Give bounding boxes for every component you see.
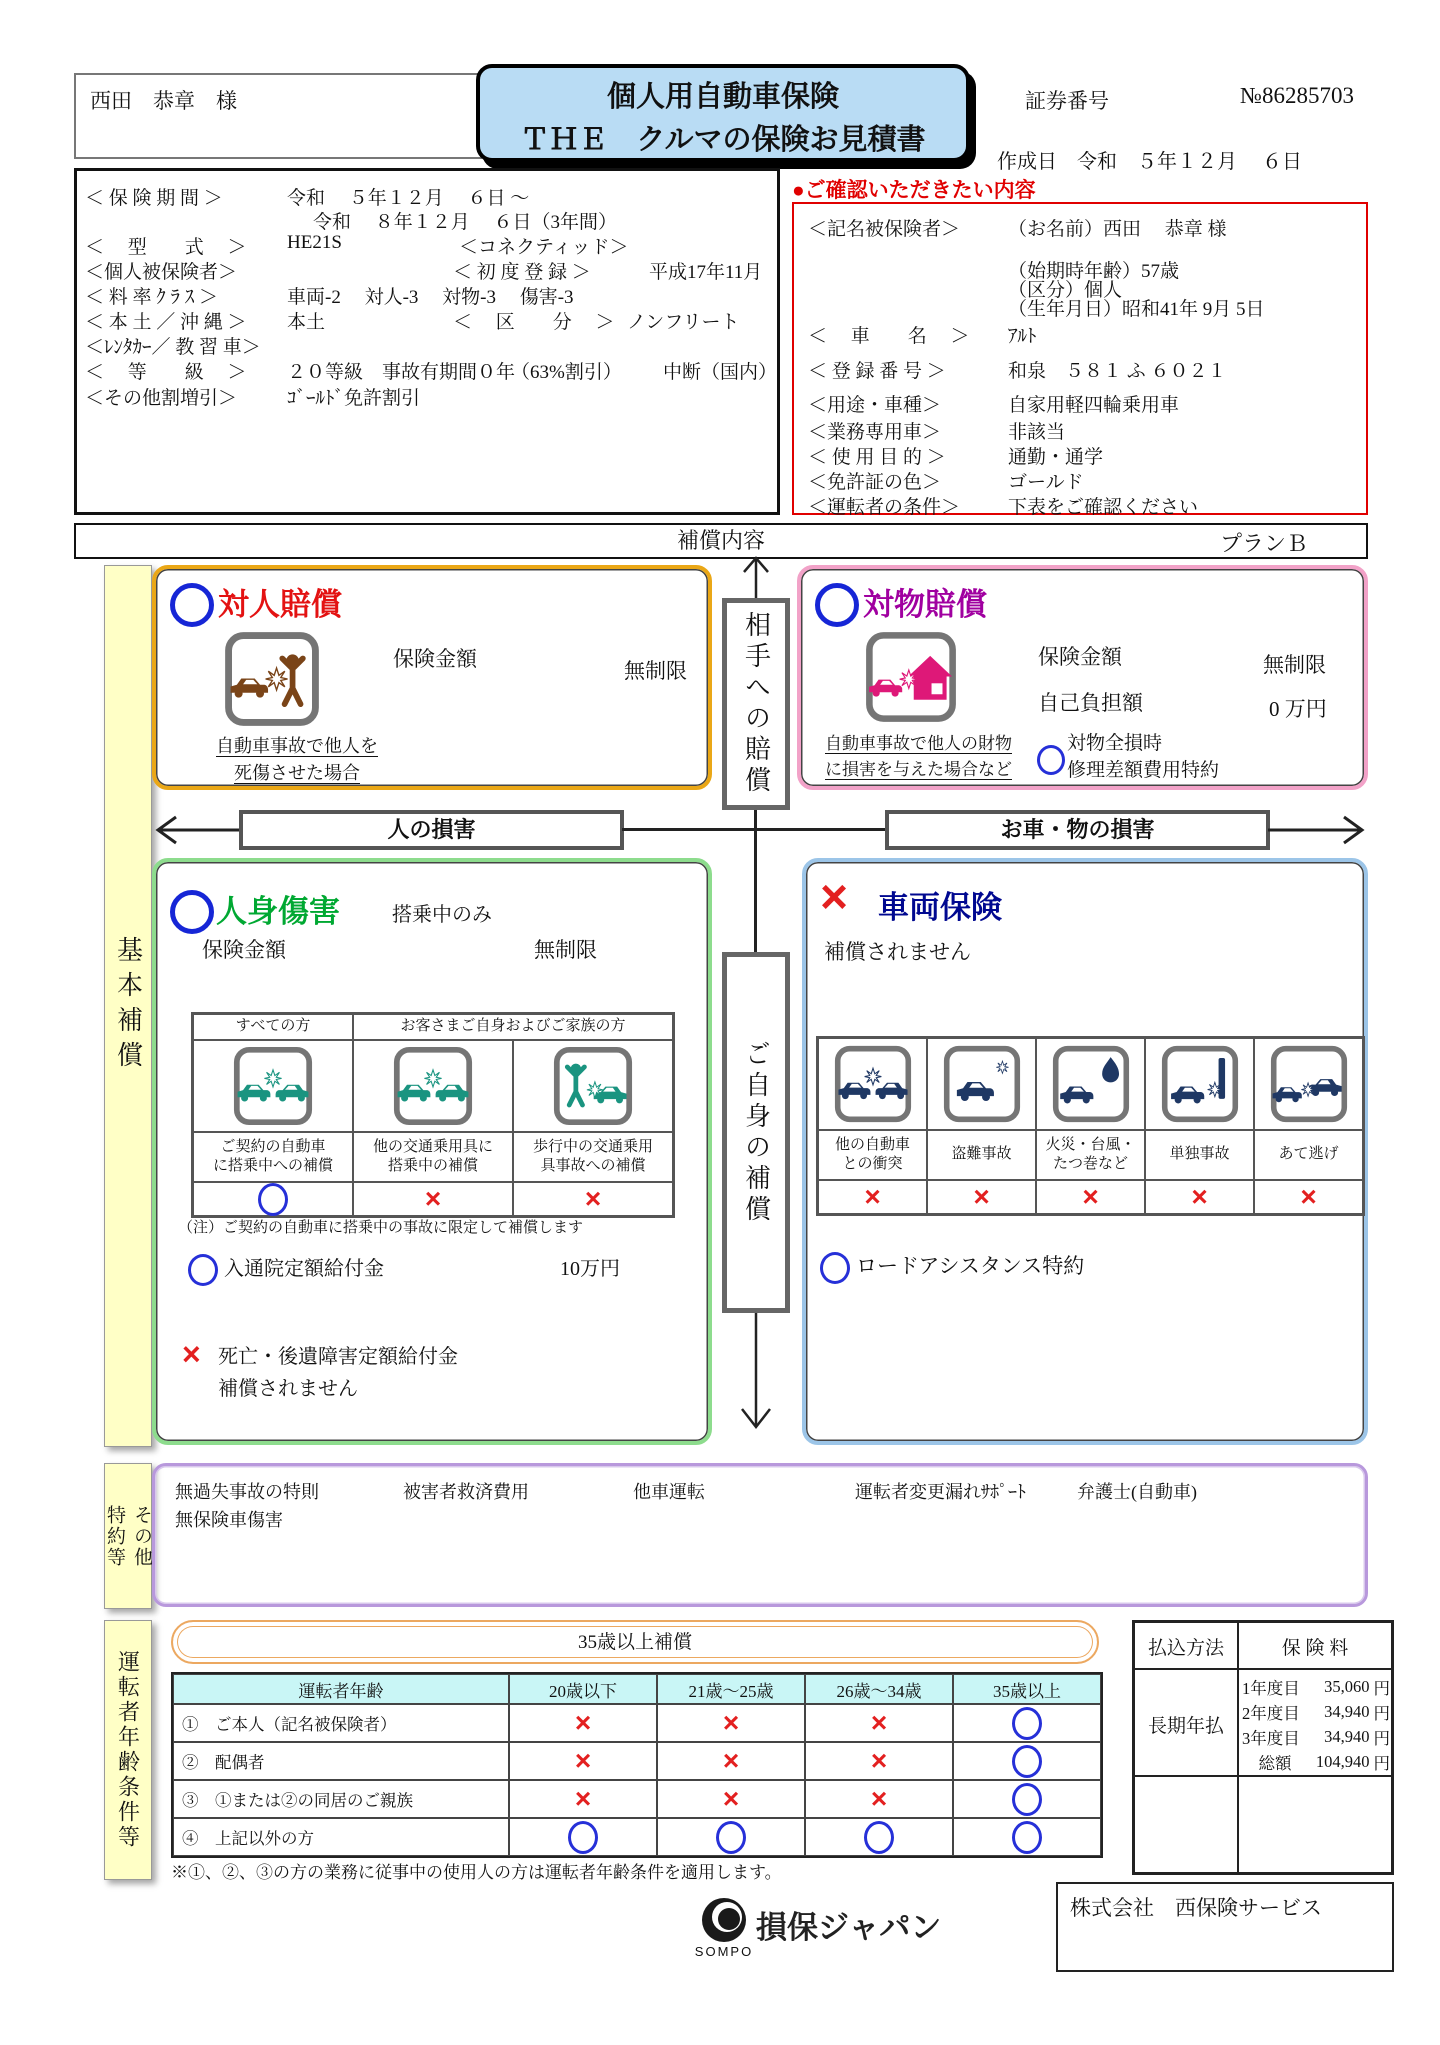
document-title-badge — [476, 64, 970, 162]
sharyo-title: 車両保険 — [878, 890, 1002, 925]
channel-connector-line — [754, 810, 757, 952]
payment-method-value: 長期年払 — [1147, 1716, 1224, 1737]
text-span: ｱﾙﾄ — [1008, 326, 1037, 347]
sharyo-status: 補償されません — [824, 940, 971, 964]
taijin-amount-value: 無制限 — [624, 659, 687, 683]
text-line — [77, 183, 777, 209]
car-hitrun-icon — [1270, 1045, 1348, 1123]
covered-circle-icon — [815, 583, 859, 627]
bodily-injury-liability-box — [152, 565, 712, 790]
text-span: ＜コネクティッド＞ — [459, 237, 629, 258]
coverage-label-cell: ご契約の自動車 に搭乗中への補償 — [193, 1132, 353, 1182]
not-covered-x-icon: × — [182, 1336, 201, 1372]
text-span: 本土 — [287, 312, 326, 333]
plan-name: プランＢ — [1219, 531, 1308, 556]
created-date: 作成日 令和 ５年１２月 ６日 — [997, 151, 1302, 173]
text-span: 車両-2 対人-3 対物-3 傷害-3 — [287, 287, 574, 308]
not-covered-x-mark: × — [870, 1745, 888, 1776]
agency-box: 株式会社 西保険サービス — [1056, 1882, 1394, 1972]
not-covered-x-mark: × — [1082, 1181, 1099, 1212]
text-line — [77, 332, 777, 358]
right-arrow-icon — [1268, 812, 1370, 848]
rider-item: 弁護士(自動車) — [1077, 1482, 1197, 1502]
title-line2: ＴＨＥ クルマの保険お見積書 — [520, 124, 926, 156]
text-span: 令和 ５年１２月 ６日 ～ — [287, 188, 530, 209]
coverage-label-cell: 単独事故 — [1145, 1130, 1254, 1180]
car-house-crash-icon — [865, 631, 957, 723]
sidebar-basic-label: 基本補償 — [113, 936, 143, 1076]
benefit1-label: 入通院定額給付金 — [224, 1258, 384, 1280]
text-span: HE21S — [287, 232, 342, 253]
premium-row: 2年度目 34,940 円 — [1242, 1701, 1390, 1723]
text-span: ノンフリート — [627, 312, 740, 333]
not-covered-x-mark: × — [574, 1707, 592, 1738]
text-span: 和泉 ５８１ ふ ６０２１ — [1008, 361, 1227, 382]
driver-row-label: ① ご本人（記名被保険者） — [173, 1704, 509, 1742]
not-covered-x-icon: × — [820, 871, 849, 924]
driver-mark-cell — [805, 1818, 953, 1856]
not-covered-x-mark: × — [722, 1707, 740, 1738]
driver-mark-cell — [953, 1780, 1101, 1818]
text-span: ＜ 区 分 ＞ — [453, 312, 615, 333]
driver-mark-cell — [805, 1704, 953, 1742]
jinshin-coverage-table — [191, 1012, 675, 1218]
driver-mark-cell — [953, 1704, 1101, 1742]
text-span: ＜ 初 度 登 録 ＞ — [453, 262, 591, 283]
rider-item: 無保険車傷害 — [175, 1510, 283, 1530]
rider-item: 運転者変更漏れｻﾎﾟｰﾄ — [855, 1482, 1026, 1502]
text-span: 自家用軽四輪乗用車 — [1008, 395, 1180, 416]
driver-mark-cell — [953, 1818, 1101, 1856]
text-span: ＜その他割増引＞ — [85, 388, 238, 409]
taijin-description — [182, 733, 412, 787]
sharyo-rider: ロードアシスタンス特約 — [856, 1254, 1085, 1278]
payment-total-line — [1135, 1775, 1391, 1777]
not-covered-x-mark: × — [1191, 1181, 1208, 1212]
text-line — [77, 282, 777, 308]
sidebar-driver-age — [104, 1620, 152, 1880]
driver-mark-cell — [657, 1742, 805, 1780]
driver-table-header: 20歳以下 — [509, 1674, 657, 1704]
sharyo-coverage-table — [816, 1036, 1365, 1216]
car-person-crash-icon — [224, 631, 320, 727]
text-span: （始期時年齢）57歳 — [1008, 261, 1180, 282]
text-line — [794, 417, 1366, 443]
text-line — [77, 207, 777, 233]
not-covered-x-mark: × — [1300, 1181, 1317, 1212]
taijin-amount-label: 保険金額 — [393, 647, 477, 671]
text-span: ＜ 等 級 ＞ — [85, 362, 247, 383]
pedestrian-car-crash-icon — [553, 1046, 633, 1126]
taibutsu-rider — [1067, 731, 1219, 784]
benefit2-value: 補償されません — [218, 1378, 358, 1400]
not-covered-x-mark: × — [574, 1783, 592, 1814]
rider-circle-icon — [820, 1252, 850, 1284]
taibutsu-desc-line1: 自動車事故で他人の財物 — [825, 734, 1012, 753]
sompo-logo-icon — [700, 1896, 748, 1944]
coverage-label-cell: 歩行中の交通乗用 具事故への補償 — [513, 1132, 673, 1182]
jinshin-amount-value: 無制限 — [534, 938, 597, 962]
text-span: ｺﾞｰﾙﾄﾞ免許割引 — [287, 388, 421, 409]
text-span: ＜免許証の色＞ — [808, 472, 942, 493]
covered-circle-icon — [170, 583, 214, 627]
text-span: 通勤・通学 — [1008, 447, 1104, 468]
channel-own-coverage — [722, 952, 790, 1313]
text-span: ＜ 保 険 期 間 ＞ — [85, 188, 223, 209]
coverage-label-cell: 火災・台風・ たつ巻など — [1036, 1130, 1145, 1180]
driver-mark-cell — [509, 1780, 657, 1818]
text-span: 非該当 — [1008, 422, 1066, 443]
taibutsu-amount-value: 無制限 — [1263, 653, 1326, 677]
accident-type-icon-cell — [1254, 1038, 1363, 1130]
policy-number-value: №86285703 — [1240, 83, 1354, 108]
sidebar-riders-label-2: その他 — [131, 1504, 152, 1568]
title-line1: 個人用自動車保険 — [606, 81, 839, 113]
sidebar-riders-label-1: 特約等 — [104, 1504, 125, 1568]
premium-row: 総額 104,940 円 — [1242, 1751, 1390, 1773]
text-line — [794, 321, 1366, 347]
driver-row-label: ② 配偶者 — [173, 1742, 509, 1780]
benefit-circle-icon — [188, 1254, 218, 1286]
text-span: ＜個人被保険者＞ — [85, 262, 238, 283]
text-line — [794, 442, 1366, 468]
sidebar-driver-label: 運転者年齢条件等 — [115, 1650, 141, 1850]
coverage-mark-cell — [1254, 1180, 1363, 1214]
driver-mark-cell — [657, 1780, 805, 1818]
text-span: 中断（国内） — [663, 362, 778, 383]
taibutsu-title: 対物賠償 — [863, 587, 987, 622]
coverage-mark-cell — [353, 1182, 513, 1216]
deductible-label: 自己負担額 — [1038, 691, 1143, 715]
text-line — [77, 307, 777, 333]
confirm-details-box — [792, 202, 1368, 518]
covered-circle-icon — [170, 890, 214, 934]
jinshin-note: （注）ご契約の自動車に搭乗中の事故に限定して補償します — [178, 1220, 584, 1236]
deductible-value: 0 万円 — [1269, 697, 1327, 721]
text-span: ゴールド — [1008, 472, 1084, 493]
text-line — [794, 214, 1366, 240]
text-line — [77, 383, 777, 409]
payment-table — [1132, 1620, 1394, 1875]
not-covered-x-mark: × — [424, 1183, 442, 1214]
not-covered-x-mark: × — [973, 1181, 990, 1212]
car-fire-icon — [1052, 1045, 1130, 1123]
text-line — [77, 257, 777, 283]
car-house-crash-icon — [865, 631, 957, 723]
text-span: ＜運転者の条件＞ — [808, 497, 961, 518]
driver-table-header: 35歳以上 — [953, 1674, 1101, 1704]
up-arrow-icon — [736, 550, 776, 600]
property-damage-liability-box — [797, 565, 1368, 790]
channel-top-label: 相手への賠償 — [741, 611, 771, 797]
accident-type-icon-cell — [193, 1040, 353, 1132]
brand-subname: SOMPO — [694, 1944, 754, 1959]
text-line — [794, 467, 1366, 493]
coverage-label-cell: 盗難事故 — [927, 1130, 1036, 1180]
not-covered-x-mark: × — [722, 1745, 740, 1776]
driver-mark-cell — [509, 1742, 657, 1780]
driver-mark-cell — [657, 1818, 805, 1856]
jinshin-amount-label: 保険金額 — [202, 938, 286, 962]
coverage-mark-cell — [818, 1180, 927, 1214]
coverage-mark-cell — [1145, 1180, 1254, 1214]
channel-bottom-label: ご自身の補償 — [741, 1039, 771, 1226]
covered-circle-mark — [1012, 1707, 1042, 1740]
text-span: （お名前）西田 恭章 様 — [1008, 219, 1227, 240]
taibutsu-rider-line1: 対物全損時 — [1067, 733, 1163, 754]
jinshin-title: 人身傷害 — [216, 894, 340, 929]
text-span: ＜ 型 式 ＞ — [85, 237, 247, 258]
band-human-damage: 人の損害 — [239, 810, 624, 850]
coverage-mark-cell — [193, 1182, 353, 1216]
customer-name-box: 西田 恭章 様 — [74, 73, 482, 159]
rider-item: 被害者救済費用 — [403, 1482, 529, 1502]
coverage-label-cell: あて逃げ — [1254, 1130, 1363, 1180]
accident-type-icon-cell — [818, 1038, 927, 1130]
covered-circle-mark — [1012, 1783, 1042, 1816]
band-vehicle-property-damage: お車・物の損害 — [885, 810, 1270, 850]
driver-table-header: 21歳～25歳 — [657, 1674, 805, 1704]
accident-type-icon-cell — [1145, 1038, 1254, 1130]
text-line — [794, 294, 1366, 320]
premium-row: 3年度目 34,940 円 — [1242, 1726, 1390, 1748]
accident-type-icon-cell — [927, 1038, 1036, 1130]
coverage-mark-cell — [513, 1182, 673, 1216]
car-car-crash-icon — [233, 1046, 313, 1126]
not-covered-x-mark: × — [870, 1707, 888, 1738]
text-line — [77, 232, 777, 258]
taibutsu-desc-line2: に損害を与えた場合など — [825, 759, 1012, 779]
policy-number-label: 証券番号 — [1025, 89, 1109, 113]
driver-row-label: ④ 上記以外の方 — [173, 1818, 509, 1856]
accident-type-icon-cell — [1036, 1038, 1145, 1130]
driver-row-label: ③ ①または②の同居のご親族 — [173, 1780, 509, 1818]
text-span: ＜ 登 録 番 号 ＞ — [808, 361, 946, 382]
coverage-bar — [74, 523, 1368, 559]
premium-rows — [1242, 1674, 1390, 1774]
accident-type-icon-cell — [353, 1040, 513, 1132]
text-span: ＜ 本 土 ／ 沖 縄 ＞ — [85, 312, 247, 333]
benefit2-label: 死亡・後遺障害定額給付金 — [218, 1346, 458, 1368]
personal-injury-box — [152, 858, 712, 1445]
taijin-desc-line2: 死傷させた場合 — [234, 763, 360, 783]
not-covered-x-mark: × — [584, 1183, 602, 1214]
text-span: （生年月日）昭和41年 9月 5日 — [1008, 299, 1265, 320]
table-header: お客さまご自身およびご家族の方 — [353, 1014, 673, 1040]
policy-details-box — [74, 168, 780, 515]
car-pole-crash-icon — [1161, 1045, 1239, 1123]
taibutsu-rider-line2: 修理差額費用特約 — [1067, 759, 1220, 781]
car-car-crash-icon — [834, 1045, 912, 1123]
not-covered-x-mark: × — [722, 1783, 740, 1814]
rider-circle-icon — [1037, 745, 1065, 775]
text-span: （区分）個人 — [1008, 280, 1123, 301]
table-header: すべての方 — [193, 1014, 353, 1040]
left-arrow-icon — [150, 812, 242, 848]
driver-mark-cell — [805, 1742, 953, 1780]
age-35-banner: 35歳以上補償 — [171, 1620, 1099, 1664]
riders-band — [152, 1463, 1368, 1607]
driver-age-table — [171, 1672, 1103, 1858]
rider-item: 無過失事故の特則 — [175, 1482, 319, 1502]
benefit1-value: 10万円 — [560, 1258, 620, 1280]
coverage-label-cell: 他の自動車 との衝突 — [818, 1130, 927, 1180]
text-line — [794, 492, 1366, 518]
driver-mark-cell — [509, 1704, 657, 1742]
text-span: ＜ 使 用 目 的 ＞ — [808, 447, 946, 468]
jinshin-scope: 搭乗中のみ — [392, 904, 492, 926]
driver-mark-cell — [953, 1742, 1101, 1780]
text-span: ＜用途・車種＞ — [808, 395, 942, 416]
covered-circle-mark — [568, 1821, 598, 1854]
covered-circle-mark — [864, 1821, 894, 1854]
payment-column-divider — [1237, 1623, 1239, 1872]
vehicle-insurance-box — [802, 858, 1368, 1445]
car-car-crash-icon — [393, 1046, 473, 1126]
car-theft-icon — [943, 1045, 1021, 1123]
confirm-heading: ●ご確認いただきたい内容 — [792, 179, 1036, 202]
not-covered-x-mark: × — [574, 1745, 592, 1776]
covered-circle-mark — [1012, 1821, 1042, 1854]
text-span: ＜ 料 率 ｸ ﾗ ｽ ＞ — [85, 287, 219, 308]
driver-mark-cell — [657, 1704, 805, 1742]
text-span: ＜ 車 名 ＞ — [808, 326, 970, 347]
accident-type-icon-cell — [513, 1040, 673, 1132]
rider-item: 他車運転 — [633, 1482, 705, 1502]
text-span: 平成17年11月 — [649, 262, 763, 283]
taijin-title: 対人賠償 — [218, 587, 342, 622]
driver-age-note: ※①、②、③の方の業務に従事中の使用人の方は運転者年齢条件を適用します。 — [171, 1863, 782, 1882]
coverage-label-cell: 他の交通乗用具に 搭乗中の補償 — [353, 1132, 513, 1182]
coverage-mark-cell — [927, 1180, 1036, 1214]
premium-row: 1年度目 35,060 円 — [1242, 1676, 1390, 1698]
text-line — [77, 357, 777, 383]
taibutsu-amount-label: 保険金額 — [1038, 645, 1122, 669]
coverage-bar-title: 補償内容 — [676, 528, 765, 553]
driver-mark-cell — [509, 1818, 657, 1856]
driver-table-header: 運転者年齢 — [173, 1674, 509, 1704]
coverage-mark-cell — [1036, 1180, 1145, 1214]
payment-header-line — [1135, 1668, 1391, 1670]
not-covered-x-mark: × — [864, 1181, 881, 1212]
driver-table-header: 26歳～34歳 — [805, 1674, 953, 1704]
down-arrow-icon — [736, 1313, 776, 1435]
sidebar-basic-coverage — [104, 565, 152, 1447]
text-span: 令和 ８年１２月 ６日（3年間） — [313, 212, 618, 233]
car-person-crash-icon — [224, 631, 320, 727]
payment-method-header: 払込方法 — [1147, 1638, 1224, 1659]
text-span: ＜業務専用車＞ — [808, 422, 942, 443]
text-line — [794, 390, 1366, 416]
text-span: 下表をご確認ください — [1008, 497, 1199, 518]
covered-circle-mark — [1012, 1745, 1042, 1778]
driver-mark-cell — [805, 1780, 953, 1818]
taibutsu-description — [825, 731, 1012, 782]
premium-header: 保 険 料 — [1281, 1638, 1349, 1659]
not-covered-x-mark: × — [870, 1783, 888, 1814]
brand-name: 損保ジャパン — [756, 1910, 942, 1945]
channel-liability-to-others — [722, 598, 790, 810]
text-span: （63%割引） — [511, 362, 622, 383]
text-span: ＜ﾚﾝﾀｶｰ／ 教 習 車＞ — [85, 337, 261, 358]
text-span: ＜記名被保険者＞ — [808, 219, 961, 240]
covered-circle-mark — [258, 1183, 288, 1216]
taijin-desc-line1: 自動車事故で他人を — [216, 736, 378, 756]
sidebar-riders — [104, 1463, 152, 1609]
text-line — [794, 356, 1366, 382]
text-span: ２０等級 事故有期間０年 — [287, 362, 516, 383]
covered-circle-mark — [716, 1821, 746, 1854]
